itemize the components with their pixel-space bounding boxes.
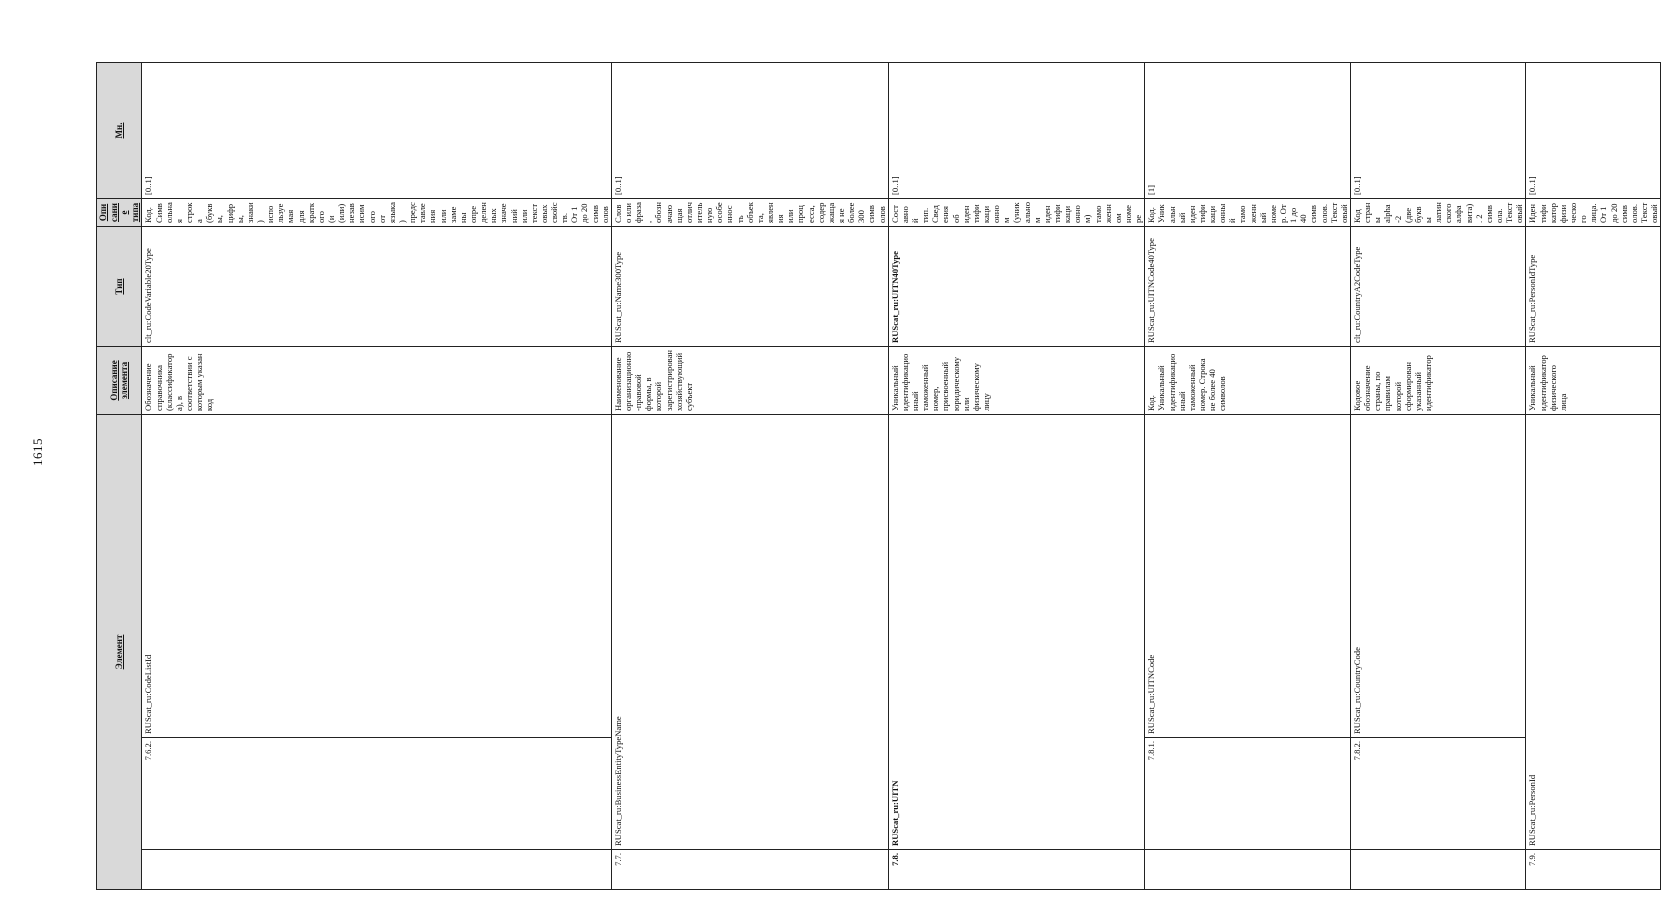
page-number: 1615 [30,438,45,466]
multiplicity: [1] [1145,63,1351,199]
table-row [611,63,888,890]
element-type: RUScat_ru:PersonIdType [1526,226,1661,346]
element-name: RUScat_ru:PersonId [1526,414,1661,849]
element-description: Код. Уникальный идентификационный таможенный номер. Строка не более 40 символов [1145,346,1351,414]
type-description: Составной тип. Сведения об идентификационном (уникальном идентификационном) таможенном номере [888,198,1145,226]
type-description: Код. Символьная строка (буквы, цифры, знаки) используемая для краткого (и (или) независимого от языка) представления или замены определенных значений или текстовых свойств. От 1 до 20 символов [142,198,611,226]
element-type: RUScat_ru:Name300Type [611,226,888,346]
table-header-row [97,63,142,890]
type-description: Слово или фраза, обозначающая отличительную особенность объекта, явления или процесса, содержащая не более 300 символов [611,198,888,226]
element-name: RUScat_ru:UITNCode [1145,414,1351,737]
element-spec-table [96,62,1661,890]
element-description: Обозначение справочника (классификатора), в соответствии с которым указан код [142,346,611,414]
multiplicity: [0..1] [888,63,1145,199]
rotated-page-content [96,62,1660,890]
multiplicity: [0..1] [1526,63,1661,199]
element-description: Уникальный идентификатор физического лица [1526,346,1661,414]
element-name: RUScat_ru:BusinessEntityTypeName [611,414,888,849]
multiplicity: [0..1] [611,63,888,199]
row-number: 7.8.1. [1145,738,1351,850]
header-type-desc: Описание типа [97,198,142,226]
row-number: 7.8. [888,850,1145,890]
table-row [1145,63,1351,890]
element-name: RUScat_ru:UITN [888,414,1145,849]
type-description: Код страны alpha-2 (две буквы латинского алфавита). 2 символа. Текстовый [1351,198,1526,226]
type-description: Идентификатор физического лица. От 1 до 20 символов. Текстовый [1526,198,1661,226]
indent-cell [1145,850,1351,890]
multiplicity: [0..1] [1351,63,1526,199]
table-row [888,63,1145,890]
element-type: clt_ru:CodeVariable20Type [142,226,611,346]
header-element: Элемент [97,414,142,889]
indent-cell [142,850,611,890]
multiplicity: [0..1] [142,63,611,199]
row-number: 7.6.2. [142,738,611,850]
element-name: RUScat_ru:CountryCode [1351,414,1526,737]
element-type: clt_ru:CountryA2CodeType [1351,226,1526,346]
element-type: RUScat_ru:UITN40Type [888,226,1145,346]
table-row [1351,63,1526,890]
row-number: 7.9. [1526,850,1661,890]
header-type: Тип [97,226,142,346]
element-description: Уникальный идентификационный таможенный номер, присвоенный юридическому или физическому лицу [888,346,1145,414]
row-number: 7.7. [611,850,888,890]
table-row [1526,63,1661,890]
header-element-desc: Описание элемента [97,346,142,414]
table-row [142,63,611,890]
element-description: Наименование организационно-правовой формы, в которой зарегистрирован хозяйствующий субъект [611,346,888,414]
element-description: Кодовое обозначение страны, по правилам которой сформирован указанный идентификатор [1351,346,1526,414]
header-multiplicity: Мн. [97,63,142,199]
element-name: RUScat_ru:CodeListId [142,414,611,737]
row-number: 7.8.2. [1351,738,1526,850]
indent-cell [1351,850,1526,890]
type-description: Код. Уникальный идентификационный таможенный номер. От 1 до 40 символов. Текстовый [1145,198,1351,226]
element-type: RUScat_ru:UITNCode40Type [1145,226,1351,346]
